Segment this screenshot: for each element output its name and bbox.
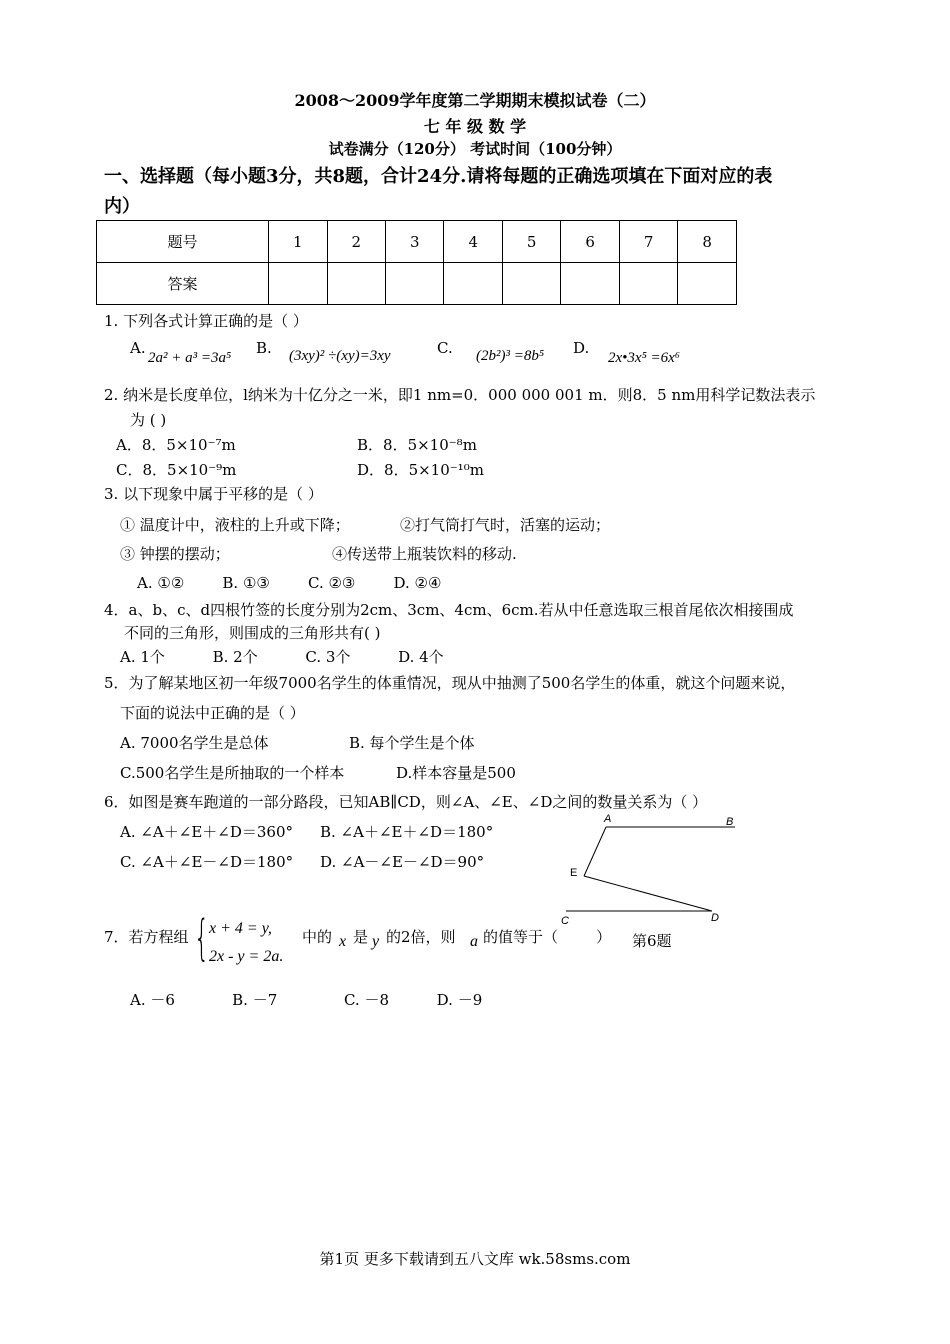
q3-item-4: ④传送带上瓶装饮料的移动. [332,545,517,563]
q5-option-a: A. 7000名学生是总体 [120,734,269,752]
table-cell: 5 [502,221,560,263]
q2-option-c: C．8．5×10⁻⁹m [116,461,237,479]
answer-cell[interactable] [327,263,385,305]
line-ed [584,876,712,911]
q7-prefix: 7．若方程组 [104,928,189,946]
table-cell: 6 [561,221,619,263]
q3-stem: 3. 以下现象中属于平移的是（ ） [104,485,323,503]
q7-text-2: 是 [353,928,369,946]
q1-c-label: C. [437,339,453,357]
q1-c-expr: (2b²)³ =8b⁵ [476,348,545,364]
page-footer: 第1页 更多下载请到五八文库 wk.58sms.com [319,1250,631,1268]
q2-line2: 为 ( ) [130,411,167,429]
q4-line2: 不同的三角形，则围成的三角形共有( ) [124,624,381,642]
q1-a-label: A. [130,339,146,357]
table-cell: 题号 [97,221,269,263]
table-row [97,263,737,305]
exam-title: 2008～2009学年度第二学期期末模拟试卷（二） [294,91,656,110]
q5-option-d: D.样本容量是500 [396,764,516,782]
table-cell: 1 [269,221,327,263]
table-cell: 答案 [97,263,269,305]
q2-option-b: B．8．5×10⁻⁸m [357,436,477,454]
answer-cell[interactable] [269,263,327,305]
table-cell: 4 [444,221,502,263]
q2-line1: 2. 纳米是长度单位，l纳米为十亿分之一米，即1 nm=0．000 000 001 m．则8．5 nm用科学记数法表示 [104,386,816,404]
q1-b-expr: (3xy)² ÷(xy)=3xy [289,348,391,364]
q1-b-label: B. [256,339,272,357]
answer-cell[interactable] [619,263,677,305]
q6-caption: 第6题 [632,932,672,950]
table-cell: 2 [327,221,385,263]
fig-label-d: D [711,912,719,924]
q6-option-a: A. ∠A＋∠E＋∠D＝360° [120,823,294,841]
table-cell: 7 [619,221,677,263]
q6-figure [560,810,760,930]
answer-cell[interactable] [385,263,443,305]
q4-line1: 4．a、b、c、d四根竹签的长度分别为2cm、3cm、4cm、6cm.若从中任意选取三根首尾依次相接围成 [104,601,794,619]
q1-d-expr: 2x•3x⁵ =6x⁶ [608,350,681,366]
q5-option-c: C.500名学生是所抽取的一个样本 [120,764,345,782]
q3-item-3: ③ 钟摆的摆动； [120,545,230,563]
q1-a-expr: 2a² + a³ =3a⁵ [148,350,232,366]
table-cell: 8 [678,221,737,263]
brace-symbol: { [194,910,210,966]
q6-option-c: C. ∠A＋∠E－∠D＝180° [120,853,294,871]
q3-item-2: ②打气筒打气时，活塞的运动； [400,516,611,534]
fig-label-a: A [604,813,612,825]
q7-eq1: x + 4 = y, [209,920,272,937]
q7-var-x: x [339,933,347,950]
line-ae [584,827,606,876]
table-cell: 3 [385,221,443,263]
q7-var-a: a [470,933,478,950]
grade-subject: 七 年 级 数 学 [423,117,527,136]
q2-option-a: A．8．5×10⁻⁷m [116,436,236,454]
q5-line1: 5．为了解某地区初一年级7000名学生的体重情况，现从中抽测了500名学生的体重，就这个问题来说， [104,674,796,692]
answer-cell[interactable] [561,263,619,305]
q7-eq2: 2x - y = 2a. [209,948,284,965]
table-row [97,221,737,263]
q6-stem: 6．如图是赛车跑道的一部分路段，已知AB∥CD，则∠A、∠E、∠D之间的数量关系为（ ） [104,793,708,811]
q7-var-y: y [372,933,380,950]
q3-item-1: ① 温度计中，液柱的上升或下降； [120,516,350,534]
q6-option-b: B. ∠A＋∠E＋∠D＝180° [320,823,494,841]
answer-cell[interactable] [444,263,502,305]
fig-label-b: B [726,816,734,828]
q5-line2: 下面的说法中正确的是（ ） [120,704,305,722]
q7-text-1: 中的 [302,928,333,946]
q3-choices: A. ①② B. ①③ C. ②③ D. ②④ [137,574,442,592]
q7-text-4: 的值等于（ ） [483,928,612,946]
q7-choices: A. －6 B. －7 C. －8 D. －9 [130,991,483,1009]
q4-choices: A. 1个 B. 2个 C. 3个 D. 4个 [120,648,444,666]
answer-cell[interactable] [502,263,560,305]
q1-stem: 1. 下列各式计算正确的是（ ） [104,312,308,330]
fig-label-e: E [570,867,578,879]
q6-option-d: D. ∠A－∠E－∠D＝90° [320,853,485,871]
exam-info: 试卷满分（120分） 考试时间（100分钟） [328,140,622,158]
answer-cell[interactable] [678,263,737,305]
q7-text-3: 的2倍，则 [386,928,456,946]
q1-d-label: D. [573,339,590,357]
q2-option-d: D．8．5×10⁻¹⁰m [357,461,484,479]
answer-table [96,220,737,305]
q5-option-b: B. 每个学生是个体 [349,734,475,752]
section-heading-line1: 一、选择题（每小题3分，共8题，合计24分.请将每题的正确选项填在下面对应的表 [104,166,773,187]
fig-label-c: C [561,915,569,927]
section-heading-line2: 内） [104,196,140,217]
